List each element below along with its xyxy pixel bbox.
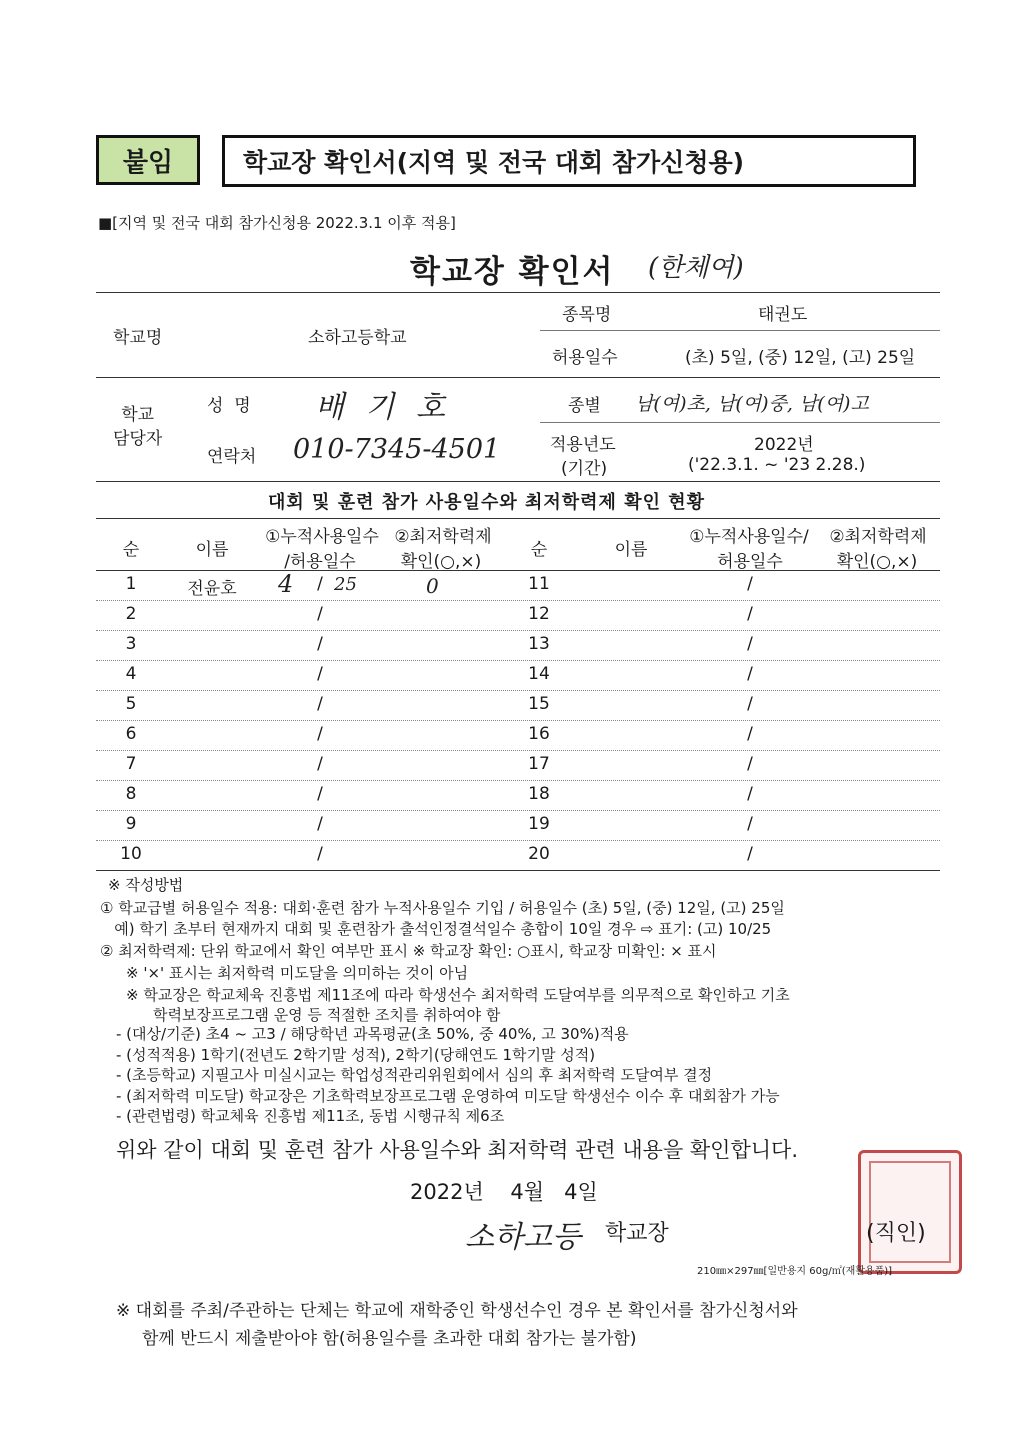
row-slash-right: / [747,634,753,654]
school-label: 학교명 [113,328,163,348]
row-divider [96,750,940,751]
row-slash: / [317,574,323,594]
row-no-right: 13 [528,634,550,654]
col-header-name-right: 이름 [614,540,648,560]
row-no: 4 [125,664,137,684]
row-slash-right: / [747,694,753,714]
row-no: 1 [125,574,137,594]
row-divider [96,690,940,691]
note-line: ※ '×' 표시는 최저학력 미도달을 의미하는 것이 아님 [126,964,469,982]
period-value: ('22.3.1. ~ '23 2.28.) [688,455,866,475]
note-line: 학력보장프로그램 운영 등 적절한 조치를 취하여야 함 [153,1006,501,1024]
row-slash: / [317,664,323,684]
row-slash: / [317,634,323,654]
note-line: - (최저학력 미도달) 학교장은 기초학력보장프로그램 운영하여 미도달 학생선수 이수 후 대회참가 가능 [116,1087,780,1105]
row-no-right: 19 [528,814,550,834]
row-name: 전윤호 [187,579,237,599]
row-no: 8 [125,784,137,804]
rule [96,377,940,378]
rule [540,422,940,423]
school-name: 소하고등학교 [308,328,407,348]
col-header-academic-sub: 확인(○,×) [400,552,482,572]
note-line: - (관련법령) 학교체육 진흥법 제11조, 동법 시행규칙 제6조 [116,1107,505,1125]
row-divider [96,660,940,661]
row-slash-right: / [747,604,753,624]
note-line: ① 학교급별 허용일수 적용: 대회·훈련 참가 누적사용일수 기입 / 허용일수 (초) 5일, (중) 12일, (고) 25일 [100,899,785,917]
row-no-right: 17 [528,754,550,774]
row-no: 10 [120,844,142,864]
row-slash: / [317,754,323,774]
row-slash-right: / [747,724,753,744]
row-no-right: 16 [528,724,550,744]
col-header-days: ①누적사용일수 [265,527,379,547]
confirmation-date: 2022년 4월 4일 [410,1180,598,1204]
col-header-days-sub: /허용일수 [284,552,356,572]
col-header-academic-right: ②최저학력제 [829,527,927,547]
attachment-tag-label: 붙임 [122,147,174,178]
col-header-no: 순 [122,540,140,560]
col-header-no-right: 순 [530,540,548,560]
row-slash: / [317,814,323,834]
form-title: 학교장 확인서 [410,254,615,290]
notice-line: ■[지역 및 전국 대회 참가신청용 2022.3.1 이후 적용] [98,214,456,232]
row-allowed-days: 25 [334,574,357,595]
manager-label: 학교 담당자 [113,405,163,449]
year-value: 2022년 [754,435,814,455]
principal-label: 학교장 [605,1221,669,1246]
notes-heading: ※ 작성방법 [108,876,184,894]
row-no-right: 14 [528,664,550,684]
note-line: - (초등학교) 지필고사 미실시교는 학업성적관리위원회에서 심의 후 최저학력 도달여부 결정 [116,1066,713,1084]
form-title-handwriting: (한체여) [648,253,744,283]
row-slash: / [317,844,323,864]
row-no: 5 [125,694,137,714]
allowed-days-value: (초) 5일, (중) 12일, (고) 25일 [685,348,916,368]
seal-label: (직인) [866,1221,926,1246]
name-label: 성 명 [207,396,251,416]
col-header-name: 이름 [195,540,229,560]
row-no: 6 [125,724,137,744]
rule [96,570,940,571]
allowed-days-label: 허용일수 [552,348,618,368]
row-no: 3 [125,634,137,654]
document-header-title-text: 학교장 확인서(지역 및 전국 대회 참가신청용) [243,148,745,177]
col-header-days-right: ①누적사용일수/ [689,527,809,547]
note-line: ② 최저학력제: 단위 학교에서 확인 여부만 표시 ※ 학교장 확인: ○표시, 학교장 미확인: × 표시 [100,942,717,960]
event-label: 종목명 [562,305,612,325]
col-header-academic-right-sub: 확인(○,×) [836,552,918,572]
row-no-right: 12 [528,604,550,624]
paper-spec: 210㎜×297㎜[일반용지 60g/㎡(재활용품)] [697,1266,893,1277]
year-label: 적용년도 [550,435,616,455]
col-header-academic: ②최저학력제 [394,527,492,547]
row-no-right: 18 [528,784,550,804]
handwritten-school-name: 소하고등 [465,1220,581,1255]
row-divider [96,720,940,721]
col-header-days-right-sub: 허용일수 [717,552,783,572]
row-slash: / [317,724,323,744]
row-slash: / [317,604,323,624]
row-slash-right: / [747,754,753,774]
row-no: 2 [125,604,137,624]
confirmation-text: 위와 같이 대회 및 훈련 참가 사용일수와 최저학력 관련 내용을 확인합니다. [116,1138,799,1162]
footer-note-line-2: 함께 반드시 제출받아야 함(허용일수를 초과한 대회 참가는 불가함) [142,1329,637,1349]
row-slash-right: / [747,574,753,594]
row-divider [96,780,940,781]
manager-name: 배 기 호 [315,390,452,425]
row-slash-right: / [747,664,753,684]
row-slash-right: / [747,814,753,834]
event-value: 태권도 [758,305,808,325]
row-slash-right: / [747,844,753,864]
row-divider [96,840,940,841]
gender-value: 남(여)초, 남(여)중, 남(여)고 [635,393,869,415]
attachment-tag [96,135,200,185]
rule [540,330,940,331]
footer-note-line-1: ※ 대회를 주최/주관하는 단체는 학교에 재학중인 학생선수인 경우 본 확인서를 참가신청서와 [116,1301,798,1321]
row-divider [96,600,940,601]
row-no-right: 11 [528,574,550,594]
note-line: - (대상/기준) 초4 ~ 고3 / 해당학년 과목평균(초 50%, 중 40%, 고 30%)적용 [116,1025,629,1043]
rule [96,518,940,519]
row-academic-check: 0 [426,574,439,598]
rule [96,481,940,482]
row-slash: / [317,694,323,714]
document-header-title [222,135,916,187]
row-no-right: 20 [528,844,550,864]
note-line: 예) 학기 초부터 현재까지 대회 및 훈련참가 출석인정결석일수 총합이 10일 경우 ⇨ 표기: (고) 10/25 [100,920,772,938]
row-slash: / [317,784,323,804]
status-title: 대회 및 훈련 참가 사용일수와 최저학력제 확인 현황 [268,492,706,513]
note-line: ※ 학교장은 학교체육 진흥법 제11조에 따라 학생선수 최저학력 도달여부를 의무적으로 확인하고 기초 [126,986,790,1004]
rule [96,292,940,293]
rule [96,870,940,871]
row-divider [96,630,940,631]
row-slash-right: / [747,784,753,804]
row-no-right: 15 [528,694,550,714]
contact-value: 010-7345-4501 [293,434,501,465]
official-seal-stamp [858,1150,962,1274]
contact-label: 연락처 [207,447,257,467]
gender-label: 종별 [568,396,601,416]
row-divider [96,810,940,811]
period-label: (기간) [561,459,608,479]
row-no: 9 [125,814,137,834]
row-used-days: 4 [278,570,294,598]
row-no: 7 [125,754,137,774]
note-line: - (성적적용) 1학기(전년도 2학기말 성적), 2학기(당해연도 1학기말 성적) [116,1046,596,1064]
